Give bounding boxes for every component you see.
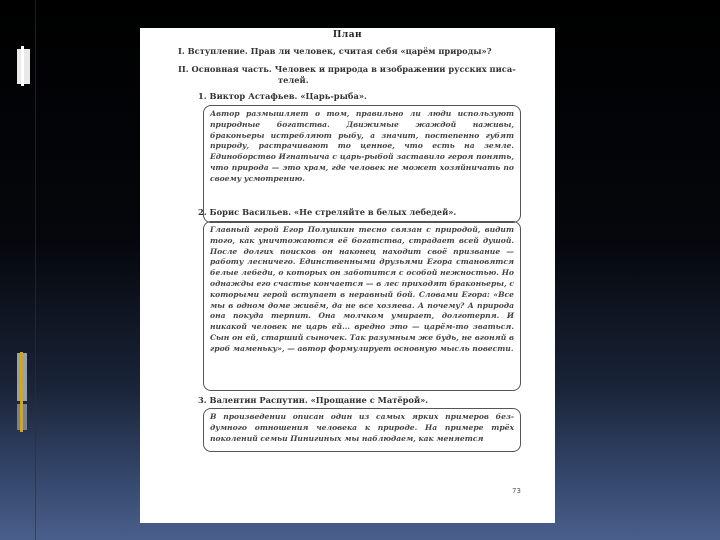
section-heading-astafiev: 1. Виктор Астафьев. «Царь-рыба». bbox=[198, 91, 367, 101]
slide-decoration-yellow-bar bbox=[20, 352, 23, 432]
plan-item-main-part: II. Основная часть. Человек и природа в изображении русских писа- bbox=[178, 64, 516, 74]
section-box-vasiliev bbox=[203, 221, 521, 391]
slide-decoration-white-bar bbox=[21, 46, 24, 86]
plan-item-main-part-continued: телей. bbox=[278, 75, 309, 85]
section-text-astafiev: Автор размышляет о том, правильно ли люди используют природные богатства. Движимые жаждой наживы, браконьеры истребляют рыбу, а значит, постепенно губят природу, растрачивают то ценное, что есть на земле. Единоборство Игнатьича с царь-рыбой заставило героя понять, что природа — это храм, где человек не может хозяйничать по своему усмотрению. bbox=[210, 109, 514, 183]
plan-title: План bbox=[332, 30, 363, 40]
textbook-page bbox=[140, 28, 555, 523]
section-heading-vasiliev: 2. Борис Васильев. «Не стреляйте в белых лебедей». bbox=[198, 207, 457, 217]
plan-item-introduction: I. Вступление. Прав ли человек, считая себя «царём природы»? bbox=[178, 46, 492, 56]
section-box-astafiev bbox=[203, 105, 521, 223]
section-box-rasputin bbox=[203, 408, 521, 452]
section-text-rasputin: В произведении описан один из самых ярких примеров бездумного отношения человека к природе. На примере трёх поколений семьи Пинигиных мы наблюдаем, как меняется bbox=[210, 412, 514, 443]
section-text-vasiliev: Главный герой Егор Полушкин тесно связан с природой, видит того, как уничтожаются её богатства, страдает всей душой. После долгих поисков он наконец находит своё призвание — работу лесничего. Единственными друзьями Егора становятся белые лебеди, о которых он заботится с особой нежностью. Но однажды его счастье кончается — в лес приходят браконьеры, с которыми герой вступает в неравный бой. Словами Егора: «Все мы в одном доме живём, да не все хозяева. А почему? А природа она покуда терпит. Она молчком умирает, долготерпя. И никакой человек не царь ей... вредно это — царём-то зваться. Сын он ей, старший сыночек. Так разумным же будь, не вгоняй в гроб маменьку», — автор формулирует основную мысль повести. bbox=[210, 225, 514, 353]
section-heading-rasputin: 3. Валентин Распутин. «Прощание с Матёрой». bbox=[198, 395, 429, 405]
page-number: 73 bbox=[512, 487, 521, 495]
slide-divider-line bbox=[35, 0, 36, 540]
